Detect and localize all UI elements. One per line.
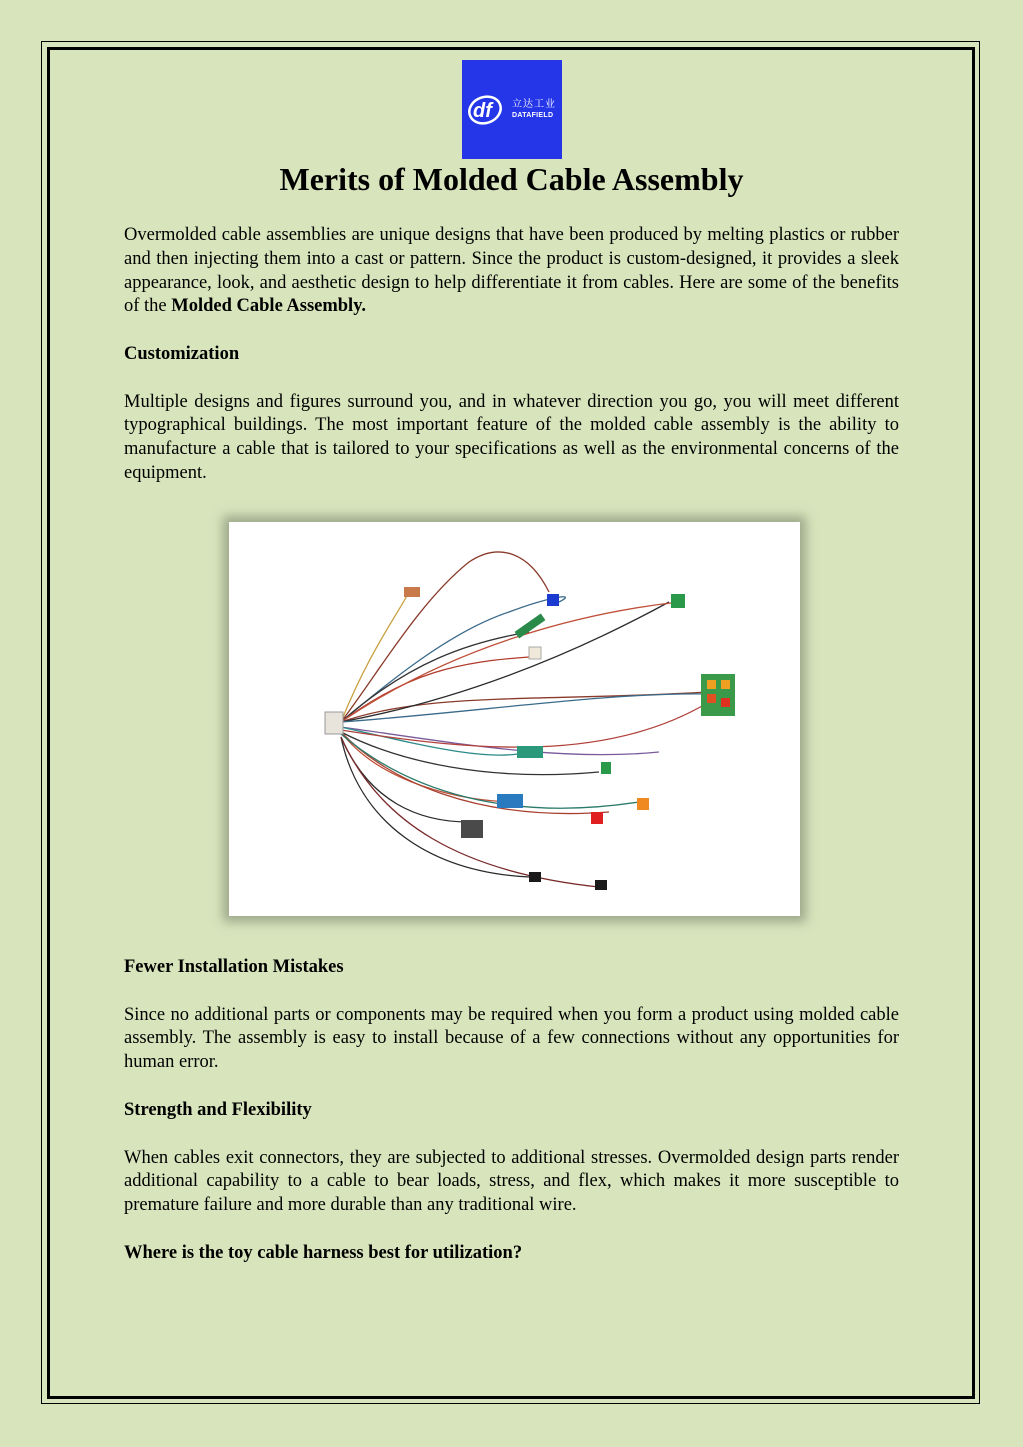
datafield-logo — [462, 60, 562, 159]
section-heading: Strength and Flexibility — [124, 1100, 312, 1120]
utilization-section — [124, 1242, 899, 1266]
section-paragraph: Multiple designs and figures surround you, and in whatever direction you go, you will meet different typographical buildings. The most important feature of the molded cable assembly is the ability to manufacture a cable that is tailored to your specifications as well as the environmental concerns of the equipment. — [124, 391, 899, 483]
intro-bold-term: Molded Cable Assembly. — [171, 296, 367, 317]
logo-brand-en: DATAFIELD — [512, 112, 554, 119]
df-logo-mark-icon — [468, 93, 508, 127]
intro-text: Overmolded cable assemblies are unique designs that have been produced by melting plastics or rubber and then injecting them into a cast or pattern. Since the product is custom-designed, it provides a sleek appearance, look, and aesthetic design to help differentiate it from cables. Here are some of the benefits of the — [124, 225, 899, 317]
customization-section — [124, 343, 899, 486]
section-heading: Customization — [124, 344, 240, 364]
section-paragraph: When cables exit connectors, they are subjected to additional stresses. Overmolded design parts render additional capability to a cable to bear loads, stress, and flex, which makes it more susceptible to premature failure and more durable than any traditional wire. — [124, 1147, 899, 1216]
logo-wordmark — [512, 100, 556, 119]
cable-harness-photo — [229, 522, 800, 916]
section-heading: Where is the toy cable harness best for utilization? — [124, 1243, 523, 1263]
section-paragraph: Since no additional parts or components may be required when you form a product using molded cable assembly. The assembly is easy to install because of a few connections without any opportunities for human error. — [124, 1004, 899, 1073]
installation-section — [124, 956, 899, 1075]
page-title: Merits of Molded Cable Assembly — [279, 161, 744, 197]
svg-text:df: df — [473, 99, 492, 122]
intro-section — [124, 224, 899, 319]
cable-harness-illustration — [229, 522, 800, 916]
section-heading: Fewer Installation Mistakes — [124, 957, 344, 977]
logo-brand-cn: 立达工业 — [512, 99, 556, 110]
intro-paragraph — [124, 224, 899, 319]
strength-section — [124, 1099, 899, 1218]
